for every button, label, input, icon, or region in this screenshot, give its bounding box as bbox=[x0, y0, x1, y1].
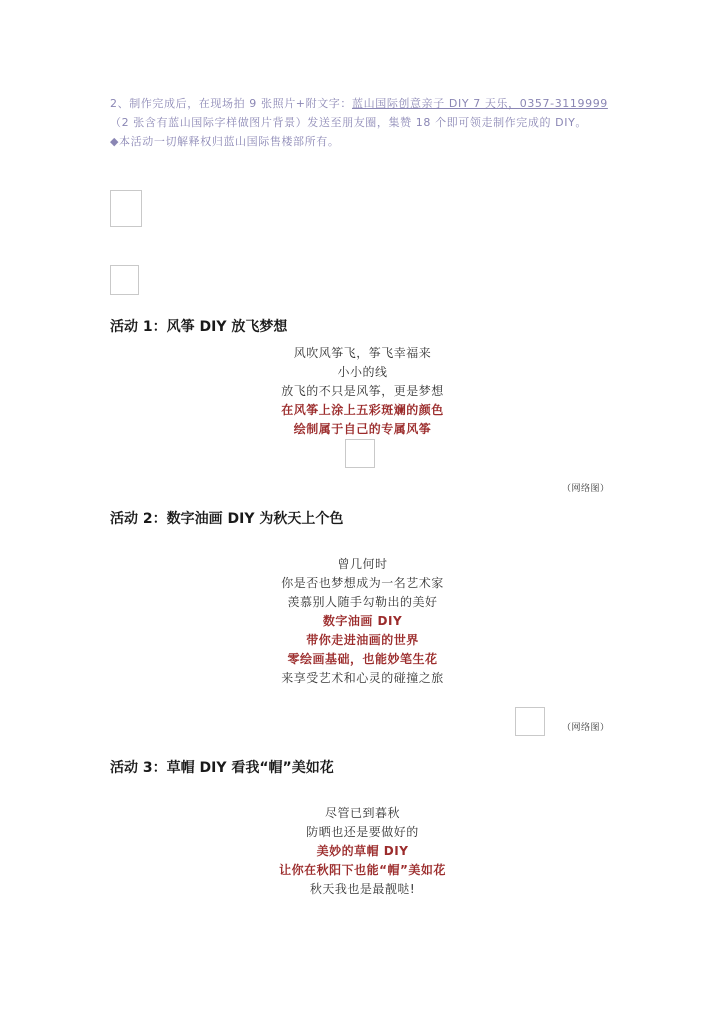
activity-3-poem bbox=[110, 804, 615, 899]
image-placeholder bbox=[345, 439, 375, 468]
intro-text-suffix: （2 张含有蓝山国际字样做图片背景）发送至朋友圈，集赞 18 个即可领走制作完成的 DIY。 bbox=[110, 116, 588, 129]
image-placeholder bbox=[515, 707, 545, 736]
intro-block bbox=[110, 94, 615, 151]
poem-line: 曾几何时 bbox=[337, 557, 388, 571]
activity-1-title: 活动 1：风筝 DIY 放飞梦想 bbox=[110, 319, 288, 335]
poem-line: 风吹风筝飞，筝飞幸福来 bbox=[293, 346, 432, 360]
poem-line-highlight: 美妙的草帽 DIY bbox=[316, 844, 409, 858]
image-caption: （网络图） bbox=[562, 484, 610, 494]
poem-line-highlight: 绘制属于自己的专属风筝 bbox=[293, 422, 432, 436]
poem-line: 秋天我也是最靓哒! bbox=[309, 882, 416, 896]
poem-line-highlight: 数字油画 DIY bbox=[322, 614, 403, 628]
poem-line: 放飞的不只是风筝，更是梦想 bbox=[281, 384, 444, 398]
activity-3-title: 活动 3：草帽 DIY 看我“帽”美如花 bbox=[110, 760, 334, 776]
poem-line: 羡慕别人随手勾勒出的美好 bbox=[287, 595, 438, 609]
activity-2-title: 活动 2：数字油画 DIY 为秋天上个色 bbox=[110, 511, 344, 527]
poem-line: 你是否也梦想成为一名艺术家 bbox=[281, 576, 444, 590]
image-caption: （网络图） bbox=[562, 723, 610, 733]
poem-line: 小小的线 bbox=[337, 365, 388, 379]
intro-disclaimer: ◆本活动一切解释权归蓝山国际售楼部所有。 bbox=[110, 135, 340, 148]
intro-contact-link[interactable]: 蓝山国际创意亲子 DIY 7 天乐，0357-3119999 bbox=[352, 97, 608, 110]
activity-2-poem bbox=[110, 555, 615, 688]
intro-text-prefix: 2、制作完成后，在现场拍 9 张照片+附文字： bbox=[110, 97, 353, 110]
activity-1-poem bbox=[110, 344, 615, 439]
poem-line-highlight: 带你走进油画的世界 bbox=[306, 633, 419, 647]
poem-line: 尽管已到暮秋 bbox=[324, 806, 400, 820]
poem-line-highlight: 在风筝上涂上五彩斑斓的颜色 bbox=[281, 403, 444, 417]
poem-line: 防晒也还是要做好的 bbox=[306, 825, 419, 839]
image-placeholder bbox=[110, 190, 142, 227]
poem-line-highlight: 零绘画基础，也能妙笔生花 bbox=[287, 652, 438, 666]
poem-line: 来享受艺术和心灵的碰撞之旅 bbox=[281, 671, 444, 685]
poem-line-highlight: 让你在秋阳下也能“帽”美如花 bbox=[279, 863, 446, 877]
image-placeholder bbox=[110, 265, 139, 295]
intro-paragraph bbox=[110, 94, 615, 132]
